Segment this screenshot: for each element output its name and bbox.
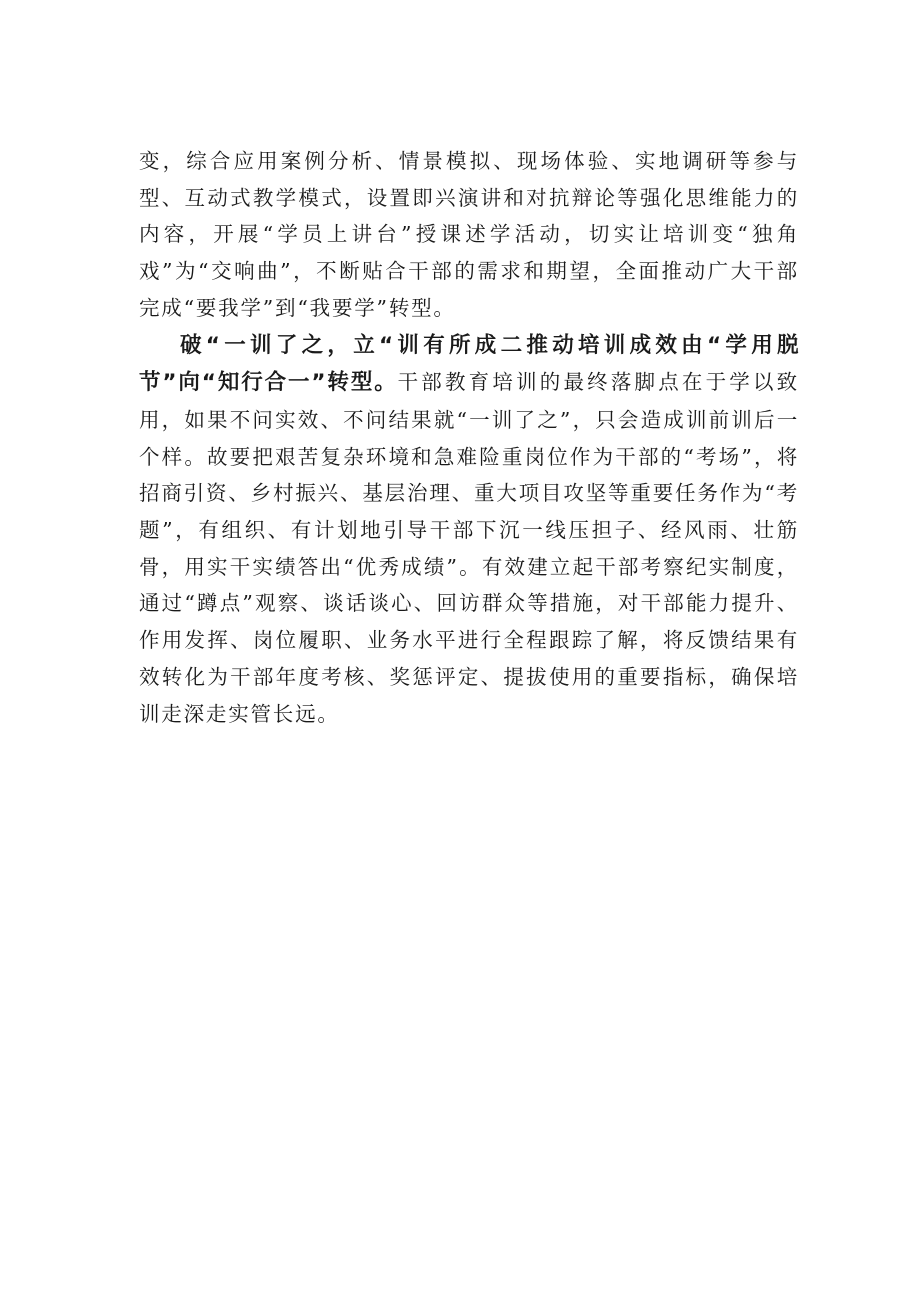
- paragraph-1: [139, 143, 799, 327]
- document-body: [139, 143, 799, 732]
- paragraph-2: [139, 327, 799, 733]
- paragraph-2-lead: 破“一训了之，立“训有所成二推动培训成效由“学用脱节”向“知行合一”转型。: [139, 332, 799, 396]
- paragraph-1-text: 变，综合应用案例分析、情景模拟、现场体验、实地调研等参与型、互动式教学模式，设置即兴演讲和对抗辩论等强化思维能力的内容，开展“学员上讲台”授课述学活动，切实让培训变“独角戏”为“交响曲”，不断贴合干部的需求和期望，全面推动广大干部完成“要我学”到“我要学”转型。: [139, 149, 799, 320]
- paragraph-2-body: 干部教育培训的最终落脚点在于学以致用，如果不问实效、不问结果就“一训了之”，只会造成训前训后一个样。故要把艰苦复杂环境和急难险重岗位作为干部的“考场”，将招商引资、乡村振兴、基层治理、重大项目攻坚等重要任务作为“考题”，有组织、有计划地引导干部下沉一线压担子、经风雨、壮筋骨，用实干实绩答出“优秀成绩”。有效建立起干部考察纪实制度，通过“蹲点”观察、谈话谈心、回访群众等措施，对干部能力提升、作用发挥、岗位履职、业务水平进行全程跟踪了解，将反馈结果有效转化为干部年度考核、奖惩评定、提拔使用的重要指标，确保培训走深走实管长远。: [139, 370, 799, 726]
